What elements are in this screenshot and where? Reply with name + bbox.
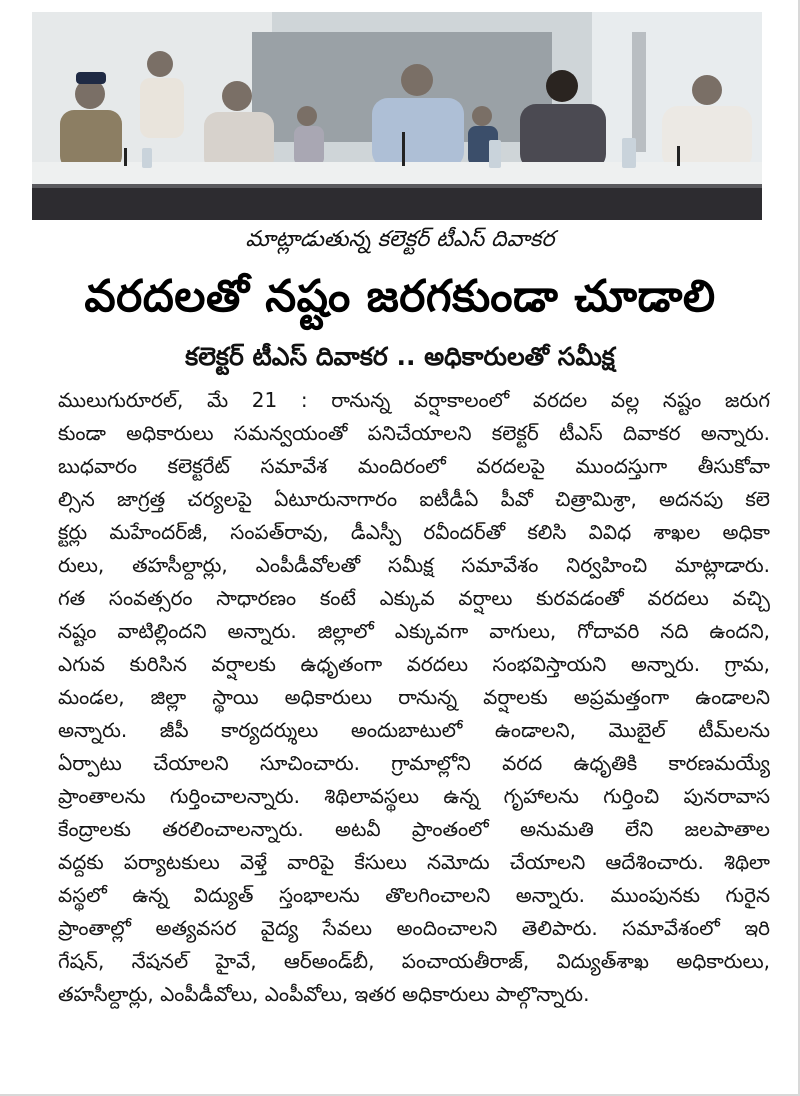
body-line: ల్సిన జాగ్రత్త చర్యలపై ఏటూరునాగారం ఐటీడీఏ పీవో చిత్రామిశ్రా, అదనపు కలె [58, 487, 770, 511]
body-line: ప్రాంతాలను గుర్తించాలన్నారు. శిథిలావస్థలు ఉన్న గృహాలను గుర్తించి పునరావాస [58, 784, 770, 808]
body-line: గత సంవత్సరం సాధారణం కంటే ఎక్కువ వర్షాలు కురవడంతో వరదలు వచ్చి [58, 586, 770, 610]
body-line: కుండా అధికారులు సమన్వయంతో పనిచేయాలని కలెక్టర్ టీఎస్ దివాకర అన్నారు. [58, 421, 770, 445]
body-line: గేషన్, నేషనల్ హైవే, ఆర్‌అండ్‌బీ, పంచాయతీరాజ్, విద్యుత్‌శాఖ అధికారులు, [58, 949, 770, 973]
subheadline: కలెక్టర్ టీఎస్ దివాకర .. అధికారులతో సమీక్ష [185, 342, 615, 371]
body-line: నష్టం వాటిల్లిందని అన్నారు. జిల్లాలో ఎక్కువగా వాగులు, గోదావరి నది ఉందని, [58, 619, 770, 643]
body-line: వస్థలో ఉన్న విద్యుత్ స్తంభాలను తొలగించాలని అన్నారు. ముంపునకు గురైన [58, 883, 770, 907]
photo-caption: మాట్లాడుతున్న కలెక్టర్ టీఎస్ దివాకర [245, 227, 555, 252]
body-line: అన్నారు. జీపీ కార్యదర్శులు అందుబాటులో ఉండాలని, మొబైల్ టీమ్‌లను [58, 718, 770, 742]
body-line: ములుగురూరల్, మే 21 : రానున్న వర్షాకాలంలో వరదల వల్ల నష్టం జరుగ [58, 388, 770, 412]
body-line: ప్రాంతాల్లో అత్యవసర వైద్య సేవలు అందించాలని తెలిపారు. సమావేశంలో ఇరి [58, 916, 770, 940]
body-line: తహసీల్దార్లు, ఎంపీడీవోలు, ఎంపీవోలు, ఇతర అధికారులు పాల్గొన్నారు. [58, 982, 590, 1006]
body-line: క్టర్లు మహేందర్‌జీ, సంపత్‌రావు, డీఎస్పీ రవీందర్‌తో కలిసి వివిధ శాఖల అధికా [58, 520, 770, 544]
body-line: కేంద్రాలకు తరలించాలన్నారు. అటవీ ప్రాంతంలో అనుమతి లేని జలపాతాల [58, 817, 770, 841]
body-line: ఏర్పాటు చేయాలని సూచించారు. గ్రామాల్లోని వరద ఉధృతికి కారణమయ్యే [58, 751, 770, 775]
headline: వరదలతో నష్టం జరగకుండా చూడాలి [84, 271, 716, 322]
body-line: బుధవారం కలెక్టరేట్ సమావేశ మందిరంలో వరదలపై ముందస్తుగా తీసుకోవా [58, 454, 770, 478]
body-line: రులు, తహసీల్దార్లు, ఎంపీడీవోలతో సమీక్ష సమావేశం నిర్వహించి మాట్లాడారు. [58, 553, 770, 577]
body-line: మండల, జిల్లా స్థాయి అధికారులు రానున్న వర్షాలకు అప్రమత్తంగా ఉండాలని [58, 685, 770, 709]
meeting-photo-illustration [32, 12, 762, 220]
body-line: వద్దకు పర్యాటకులు వెళ్తే వారిపై కేసులు నమోదు చేయాలని ఆదేశించారు. శిథిలా [58, 850, 770, 874]
meeting-photo [32, 12, 762, 220]
article-body [58, 384, 770, 1011]
body-line: ఎగువ కురిసిన వర్షాలకు ఉధృతంగా వరదలు సంభవిస్తాయని అన్నారు. గ్రామ, [58, 652, 770, 676]
